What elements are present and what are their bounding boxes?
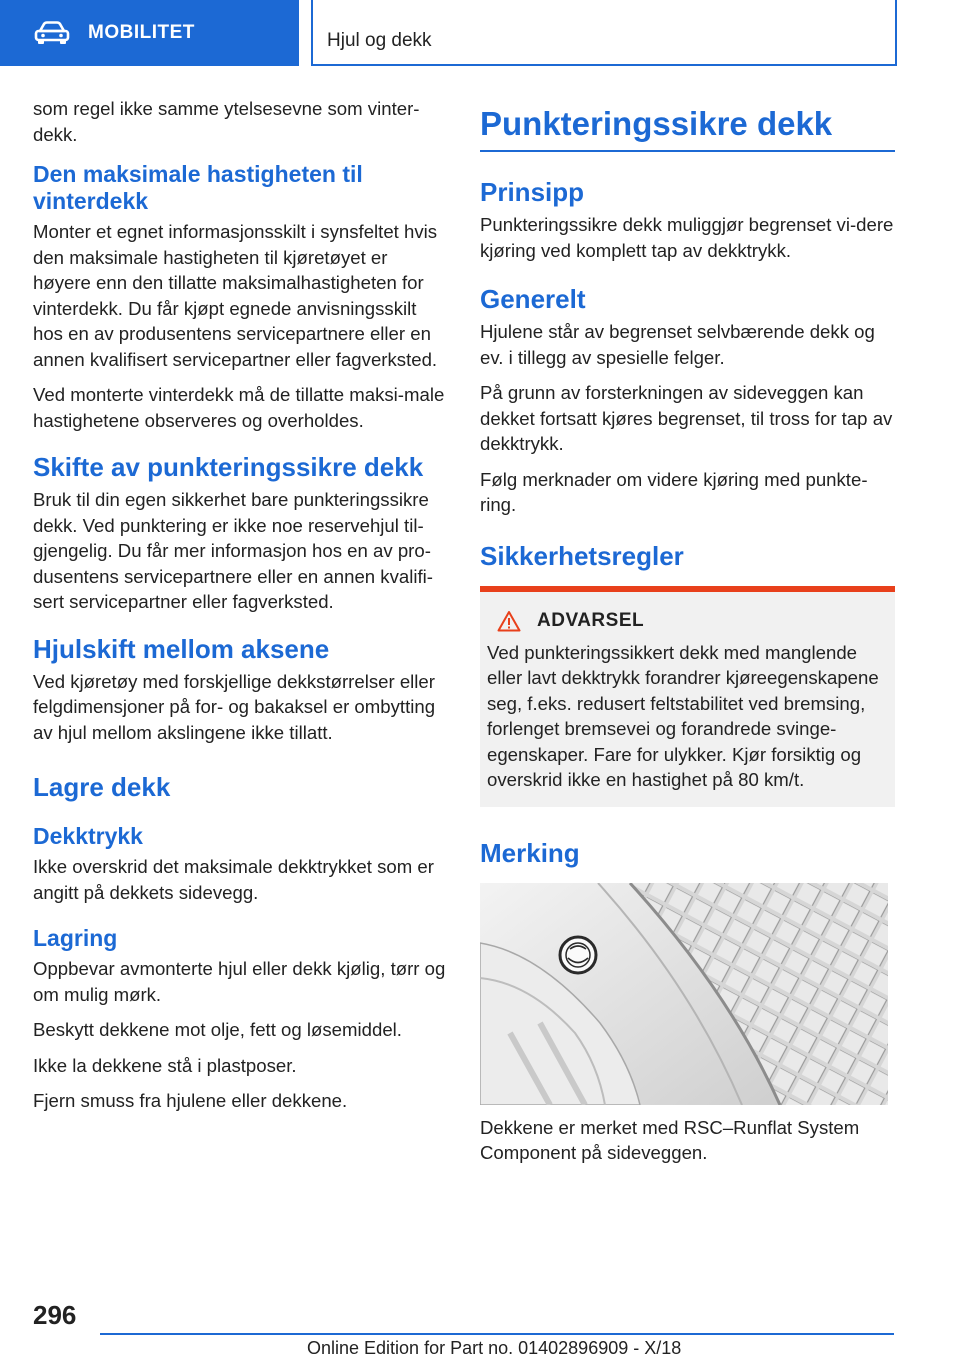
heading-general: Generelt xyxy=(480,284,586,314)
right-column xyxy=(480,102,895,1176)
paragraph: Ikke la dekkene stå i plastposer. xyxy=(33,1054,297,1076)
chapter-title: Hjul og dekk xyxy=(327,30,432,51)
page-title: Punkteringssikre dekk xyxy=(480,105,833,142)
title-divider xyxy=(480,150,895,152)
warning-triangle-icon xyxy=(497,610,521,632)
warning-header xyxy=(487,610,885,632)
left-column xyxy=(33,96,448,1124)
paragraph: Bruk til din egen sikkerhet bare punkteringssikre dekk. Ved punktering er ikke noe reservehjul til-gjengelig. Du får mer informasjon hos en av pro-dusentens servicepartnere eller en annen kvalifi-sert servicepartner eller fagverksted. xyxy=(33,489,433,612)
paragraph: Ved monterte vinterdekk må de tillatte maksi-male hastighetene observeres og overholdes. xyxy=(33,384,445,431)
heading-store-tires: Lagre dekk xyxy=(33,772,171,802)
warning-text: Ved punkteringssikkert dekk med manglende eller lavt dekktrykk forandrer kjøreegenskapene seg, f.eks. redusert feltstabilitet ved bremsing, forlenget bremsevei og forandrede svinge-egenskaper. Fare for ulykker. Kjør forsiktig og overskrid ikke en hastighet på 80 km/t. xyxy=(487,641,879,790)
heading-wheel-rotation: Hjulskift mellom aksene xyxy=(33,633,330,664)
paragraph: Fjern smuss fra hjulene eller dekkene. xyxy=(33,1090,348,1111)
paragraph: Ved kjøretøy med forskjellige dekkstørrelser eller felgdimensjoner på for- og bakaksel er ombytting av hjul mellom akslingene ikke tillatt. xyxy=(33,670,436,743)
footer-edition: Online Edition for Part no. 01402896909 - X/18 xyxy=(307,1338,682,1358)
intro-paragraph: som regel ikke samme ytelsesevne som vinter-dekk. xyxy=(33,98,420,145)
footer-divider xyxy=(100,1333,894,1335)
page-number: 296 xyxy=(33,1300,77,1330)
heading-tire-pressure: Dekktrykk xyxy=(33,823,143,849)
warning-box xyxy=(480,586,895,807)
chapter-header xyxy=(311,0,897,66)
section-label: MOBILITET xyxy=(88,22,195,43)
paragraph: Beskytt dekkene mot olje, fett og løsemiddel. xyxy=(33,1019,402,1040)
heading-principle: Prinsipp xyxy=(480,177,585,207)
paragraph: Punkteringssikre dekk muliggjør begrenset vi-dere kjøring ved komplett tap av dekktrykk. xyxy=(480,214,894,261)
paragraph: Monter et egnet informasjonsskilt i synsfeltet hvis den maksimale hastigheten til kjøretøyet er høyere enn den tillatte maksimalhastigheten for vinterdekk. Du får kjøpt egnede anvisningsskilt hos en av produsentens servicepartnere eller en annen kvalifisert servicepartner eller fagverksted. xyxy=(33,221,438,370)
warning-label: ADVARSEL xyxy=(537,609,645,631)
image-caption: Dekkene er merket med RSC–Runflat System Component på sideveggen. xyxy=(480,1116,860,1163)
heading-max-speed-winter: Den maksimale hastigheten til vinterdekk xyxy=(33,161,363,214)
car-icon xyxy=(34,21,70,45)
heading-marking: Merking xyxy=(480,837,580,868)
heading-storage: Lagring xyxy=(33,925,118,951)
paragraph: Følg merknader om videre kjøring med punkte-ring. xyxy=(480,468,868,515)
paragraph: På grunn av forsterkningen av sideveggen kan dekket fortsatt kjøres begrenset, til tross for tap av dekktrykk. xyxy=(480,382,893,454)
heading-change-runflat: Skifte av punkteringssikre dekk xyxy=(33,452,424,482)
tire-sidewall-image xyxy=(480,883,888,1105)
paragraph: Oppbevar avmonterte hjul eller dekk kjølig, tørr og om mulig mørk. xyxy=(33,958,446,1005)
heading-safety-rules: Sikkerhetsregler xyxy=(480,540,684,571)
paragraph: Ikke overskrid det maksimale dekktrykket som er angitt på dekkets sidevegg. xyxy=(33,856,434,903)
paragraph: Hjulene står av begrenset selvbærende dekk og ev. i tillegg av spesielle felger. xyxy=(480,321,875,368)
section-tab xyxy=(0,0,299,66)
